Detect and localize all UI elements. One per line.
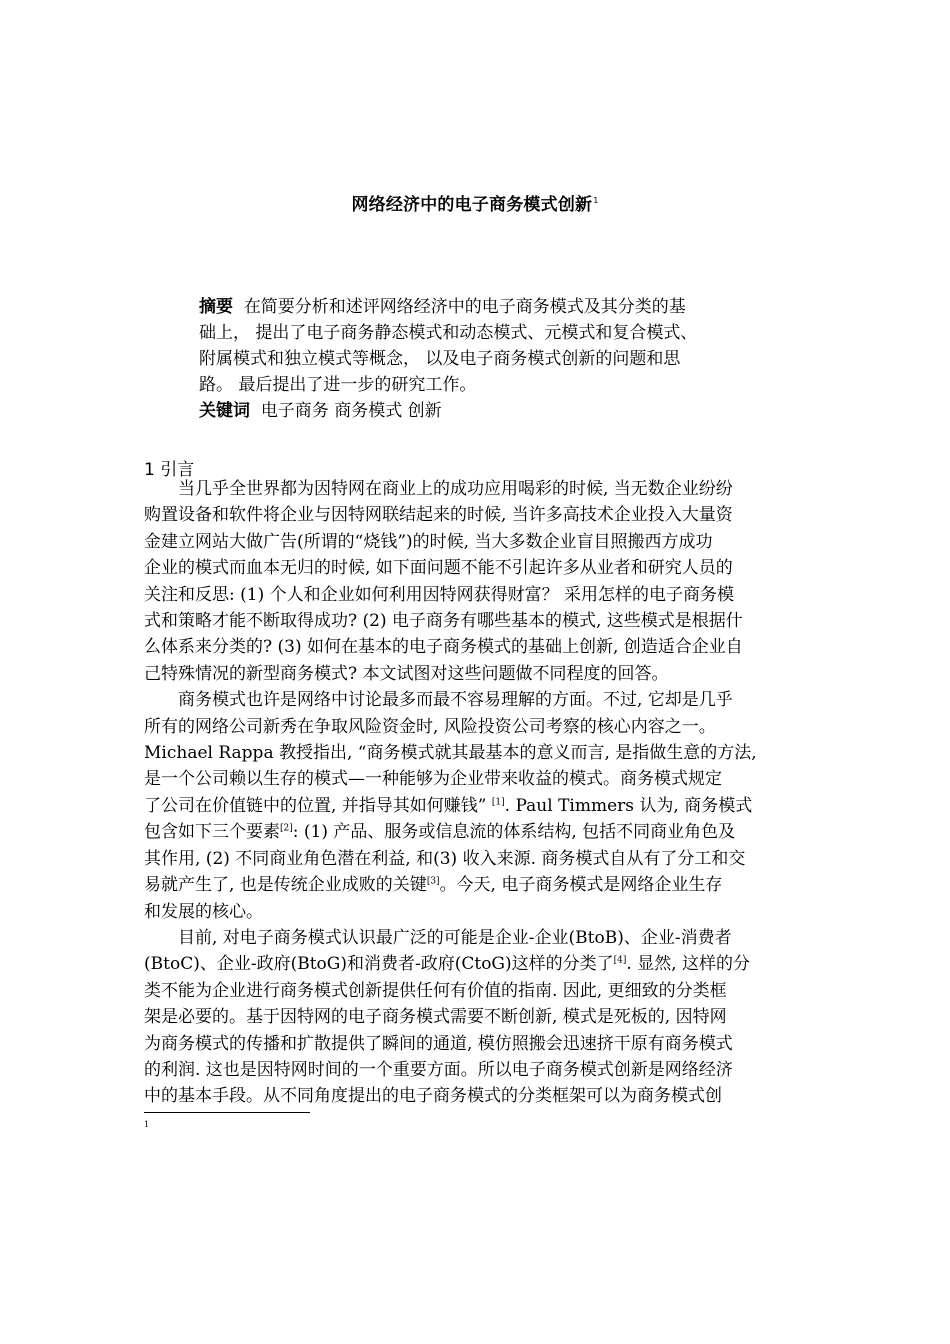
page-title (0, 190, 950, 215)
paragraph-line (144, 793, 816, 819)
section-heading-introduction: 1 引言 (144, 460, 195, 480)
title-footnote-ref: 1 (593, 196, 599, 206)
paragraph-line: 为商务模式的传播和扩散提供了瞬间的通道, 模仿照搬会迅速挤干原有商务模式 (144, 1033, 733, 1054)
paragraph-line (144, 872, 816, 898)
paragraph-line: 所有的网络公司新秀在争取风险资金时, 风险投资公司考察的核心内容之一。 (144, 716, 716, 737)
paragraph-text: 易就产生了, 也是传统企业成败的关键 (144, 875, 427, 896)
paragraph-line: 当几乎全世界都为因特网在商业上的成功应用喝彩的时候, 当无数企业纷纷 (178, 479, 733, 499)
paragraph-line: 中的基本手段。从不同角度提出的电子商务模式的分类框架可以为商务模式创 (144, 1086, 722, 1107)
paragraph-line: 类不能为企业进行商务模式创新提供任何有价值的指南. 因此, 更细致的分类框 (144, 980, 727, 1001)
paragraph-line: 购置设备和软件将企业与因特网联结起来的时候, 当许多高技术企业投入大量资 (144, 505, 733, 526)
paragraph-text: 包含如下三个要素 (144, 822, 280, 843)
citation-ref-1: [1] (491, 797, 505, 808)
paragraph-text: : (1) 产品、服务或信息流的体系结构, 包括不同商业角色及 (292, 822, 736, 843)
paragraph-line: 关注和反思: (1) 个人和企业如何利用因特网获得财富？ 采用怎样的电子商务模 (144, 584, 735, 605)
paragraph-line: 式和策略才能不断取得成功? (2) 电子商务有哪些基本的模式, 这些模式是根据什 (144, 611, 743, 632)
paragraph-line: 商务模式也许是网络中讨论最多而最不容易理解的方面。不过, 它却是几乎 (178, 690, 733, 711)
abstract-line-1 (199, 294, 759, 320)
title-text: 网络经济中的电子商务模式创新 (351, 195, 593, 215)
keywords-label: 关键词 (199, 401, 250, 421)
body-text (144, 476, 816, 1110)
citation-ref-3: [3] (426, 876, 440, 887)
abstract-block (199, 294, 759, 424)
footnote-mark: 1 (144, 1120, 150, 1129)
citation-ref-2: [2] (280, 823, 293, 834)
paragraph-line: 么体系来分类的? (3) 如何在基本的电子商务模式的基础上创新, 创造适合企业自 (144, 637, 743, 658)
abstract-line-3: 附属模式和独立模式等概念， 以及电子商务模式创新的问题和思 (199, 349, 681, 369)
abstract-line-2: 础上， 提出了电子商务静态模式和动态模式、元模式和复合模式、 (199, 323, 698, 343)
paragraph-text: 。今天, 电子商务模式是网络企业生存 (439, 875, 723, 896)
paragraph-line: Michael Rappa 教授指出, “商务模式就其最基本的意义而言, 是指做生意的方法, (144, 743, 757, 764)
abstract-line-4: 路。 最后提出了进一步的研究工作。 (199, 375, 477, 395)
abstract-text: 在简要分析和述评网络经济中的电子商务模式及其分类的基 (243, 297, 686, 317)
keywords-line (199, 398, 759, 424)
paragraph-line: 目前, 对电子商务模式认识最广泛的可能是企业-企业(BtoB)、企业-消费者 (178, 927, 732, 948)
citation-ref-4: [4] (613, 955, 627, 966)
paragraph-line: 其作用, (2) 不同商业角色潜在利益, 和(3) 收入来源. 商务模式自从有了分工和交 (144, 848, 746, 869)
abstract-label: 摘要 (199, 297, 233, 317)
paragraph-line: 架是必要的。基于因特网的电子商务模式需要不断创新, 模式是死板的, 因特网 (144, 1007, 727, 1028)
paragraph-line (144, 819, 816, 845)
paragraph-line: 和发展的核心。 (144, 901, 263, 922)
keywords-text: 电子商务 商务模式 创新 (260, 401, 442, 421)
paragraph-line: 己特殊情况的新型商务模式? 本文试图对这些问题做不同程度的回答。 (144, 663, 669, 684)
paragraph-line: 金建立网站大做广告(所谓的“烧钱”)的时候, 当大多数企业盲目照搬西方成功 (144, 531, 713, 552)
paragraph-line: 是一个公司赖以生存的模式—一种能够为企业带来收益的模式。商务模式规定 (144, 769, 722, 790)
paragraph-text: 了公司在价值链中的位置, 并指导其如何赚钱” (144, 795, 492, 816)
paragraph-line: 企业的模式而血本无归的时候, 如下面问题不能不引起许多从业者和研究人员的 (144, 558, 733, 579)
paragraph-text: . 显然, 这样的分 (626, 954, 751, 975)
paragraph-line: 的利润. 这也是因特网时间的一个重要方面。所以电子商务模式创新是网络经济 (144, 1059, 733, 1080)
paragraph-line (144, 951, 816, 977)
footnote-divider (144, 1112, 310, 1113)
paragraph-text: . Paul Timmers 认为, 商务模式 (504, 795, 753, 816)
paragraph-text: (BtoC)、企业-政府(BtoG)和消费者-政府(CtoG)这样的分类了 (144, 954, 614, 975)
